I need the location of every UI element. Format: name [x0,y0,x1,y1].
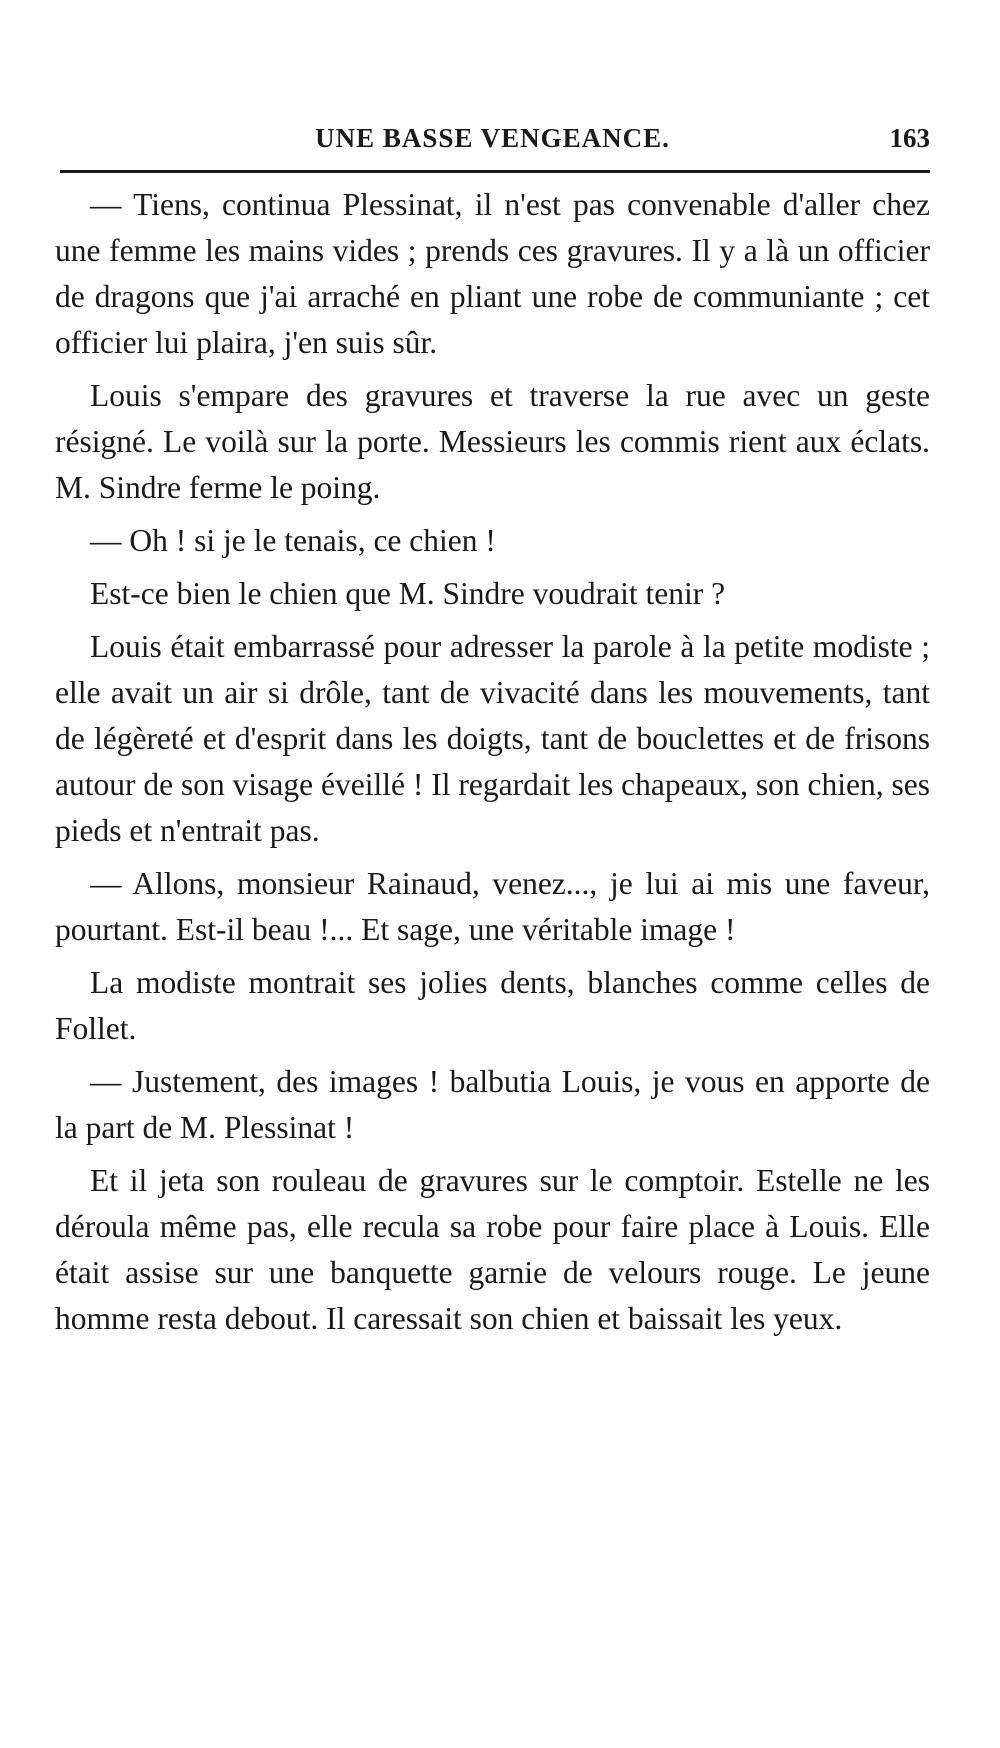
paragraph: — Oh ! si je le tenais, ce chien ! [90,523,496,558]
page-number: 163 [889,123,930,153]
running-title: UNE BASSE VENGEANCE. [315,123,670,153]
paragraph: — Allons, monsieur Rainaud, venez..., je lui ai mis une faveur, pourtant. Est-il beau !... Et sage, une véritable image ! [55,866,930,947]
body-text [55,182,930,1349]
paragraph: Et il jeta son rouleau de gravures sur le comptoir. Estelle ne les déroula même pas, elle recula sa robe pour faire place à Louis. Elle était assise sur une banquette garnie de velours rouge. Le jeune homme resta debout. Il caressait son chien et baissait les yeux. [55,1163,930,1336]
header-rule [60,170,930,173]
paragraph: Louis était embarrassé pour adresser la parole à la petite modiste ; elle avait un air si drôle, tant de vivacité dans les mouvements, tant de légèreté et d'esprit dans les doigts, tant de bouclettes et de frisons autour de son visage éveillé ! Il regardait les chapeaux, son chien, ses pieds et n'entrait pas. [55,629,930,848]
paragraph: Est-ce bien le chien que M. Sindre voudrait tenir ? [90,576,726,611]
paragraph: La modiste montrait ses jolies dents, blanches comme celles de Follet. [55,965,930,1046]
paragraph: — Justement, des images ! balbutia Louis, je vous en apporte de la part de M. Plessinat ! [55,1064,930,1145]
running-head [55,120,930,156]
paragraph: Louis s'empare des gravures et traverse la rue avec un geste résigné. Le voilà sur la porte. Messieurs les commis rient aux éclats. M. Sindre ferme le poing. [55,378,930,505]
paragraph: — Tiens, continua Plessinat, il n'est pas convenable d'aller chez une femme les mains vides ; prends ces gravures. Il y a là un officier de dragons que j'ai arraché en pliant une robe de communiante ; cet officier lui plaira, j'en suis sûr. [55,187,930,360]
